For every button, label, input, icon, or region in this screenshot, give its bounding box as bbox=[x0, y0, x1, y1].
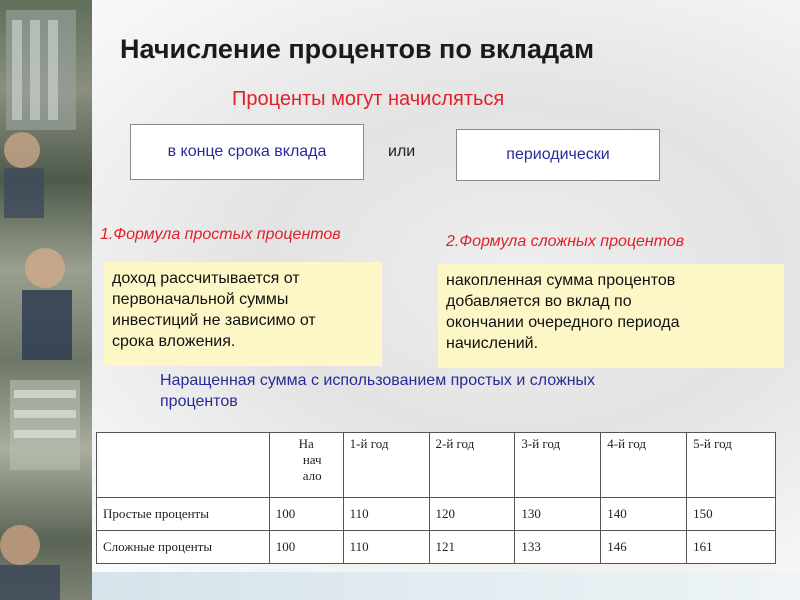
compound-desc-line: окончании очередного периода bbox=[446, 314, 680, 331]
simple-formula-description bbox=[104, 262, 382, 366]
table-cell: 130 bbox=[515, 498, 601, 531]
table-header-cell-empty bbox=[97, 433, 270, 498]
simple-desc-line: срока вложения. bbox=[112, 333, 236, 350]
compound-formula-heading: 2.Формула сложных процентов bbox=[446, 233, 685, 250]
option-separator: или bbox=[388, 143, 416, 160]
table-row-label: Простые проценты bbox=[97, 498, 270, 531]
simple-desc-line: доход рассчитывается от bbox=[112, 270, 300, 287]
table-header-cell: 2-й год bbox=[429, 433, 515, 498]
compound-desc-line: начислений. bbox=[446, 335, 539, 352]
slide-subtitle: Проценты могут начисляться bbox=[232, 88, 505, 110]
table-cell: 121 bbox=[429, 531, 515, 564]
table-cell: 133 bbox=[515, 531, 601, 564]
bottom-decor-bar bbox=[92, 572, 800, 600]
table-header-start-line: На bbox=[298, 436, 314, 451]
table-caption-line: Наращенная сумма с использованием простых и сложных bbox=[160, 372, 596, 389]
table-header-row bbox=[97, 433, 776, 498]
table-row-simple bbox=[97, 498, 776, 531]
table-cell: 100 bbox=[269, 498, 343, 531]
simple-formula-heading: 1.Формула простых процентов bbox=[100, 226, 341, 243]
option-end-of-term-box bbox=[130, 124, 364, 180]
table-caption-line: процентов bbox=[160, 393, 238, 410]
table-cell: 100 bbox=[269, 531, 343, 564]
table-row-label: Сложные проценты bbox=[97, 531, 270, 564]
table-cell: 110 bbox=[343, 498, 429, 531]
table-header-cell: 1-й год bbox=[343, 433, 429, 498]
option-periodic-label: периодически bbox=[506, 146, 610, 163]
option-periodic-box bbox=[456, 129, 660, 181]
simple-desc-line: инвестиций не зависимо от bbox=[112, 312, 316, 329]
table-caption bbox=[160, 370, 730, 412]
table-cell: 110 bbox=[343, 531, 429, 564]
table-header-cell-start bbox=[269, 433, 343, 498]
decorative-photo-strip bbox=[0, 0, 92, 600]
compound-desc-line: добавляется во вклад по bbox=[446, 293, 632, 310]
table-row-compound bbox=[97, 531, 776, 564]
slide-title: Начисление процентов по вкладам bbox=[120, 34, 595, 64]
simple-desc-line: первоначальной суммы bbox=[112, 291, 289, 308]
decorative-collage-image bbox=[0, 0, 92, 600]
table-cell: 161 bbox=[687, 531, 776, 564]
table-header-cell: 5-й год bbox=[687, 433, 776, 498]
table-cell: 146 bbox=[601, 531, 687, 564]
table-cell: 150 bbox=[687, 498, 776, 531]
table-cell: 120 bbox=[429, 498, 515, 531]
compound-formula-description bbox=[438, 264, 784, 368]
table-cell: 140 bbox=[601, 498, 687, 531]
table-header-cell: 3-й год bbox=[515, 433, 601, 498]
table-header-cell: 4-й год bbox=[601, 433, 687, 498]
accrued-amount-table bbox=[96, 432, 776, 564]
table-header-start-line: нач bbox=[302, 452, 322, 467]
compound-desc-line: накопленная сумма процентов bbox=[446, 272, 676, 289]
option-end-of-term-label: в конце срока вклада bbox=[167, 143, 327, 160]
table-header-start-line: ало bbox=[302, 468, 322, 483]
